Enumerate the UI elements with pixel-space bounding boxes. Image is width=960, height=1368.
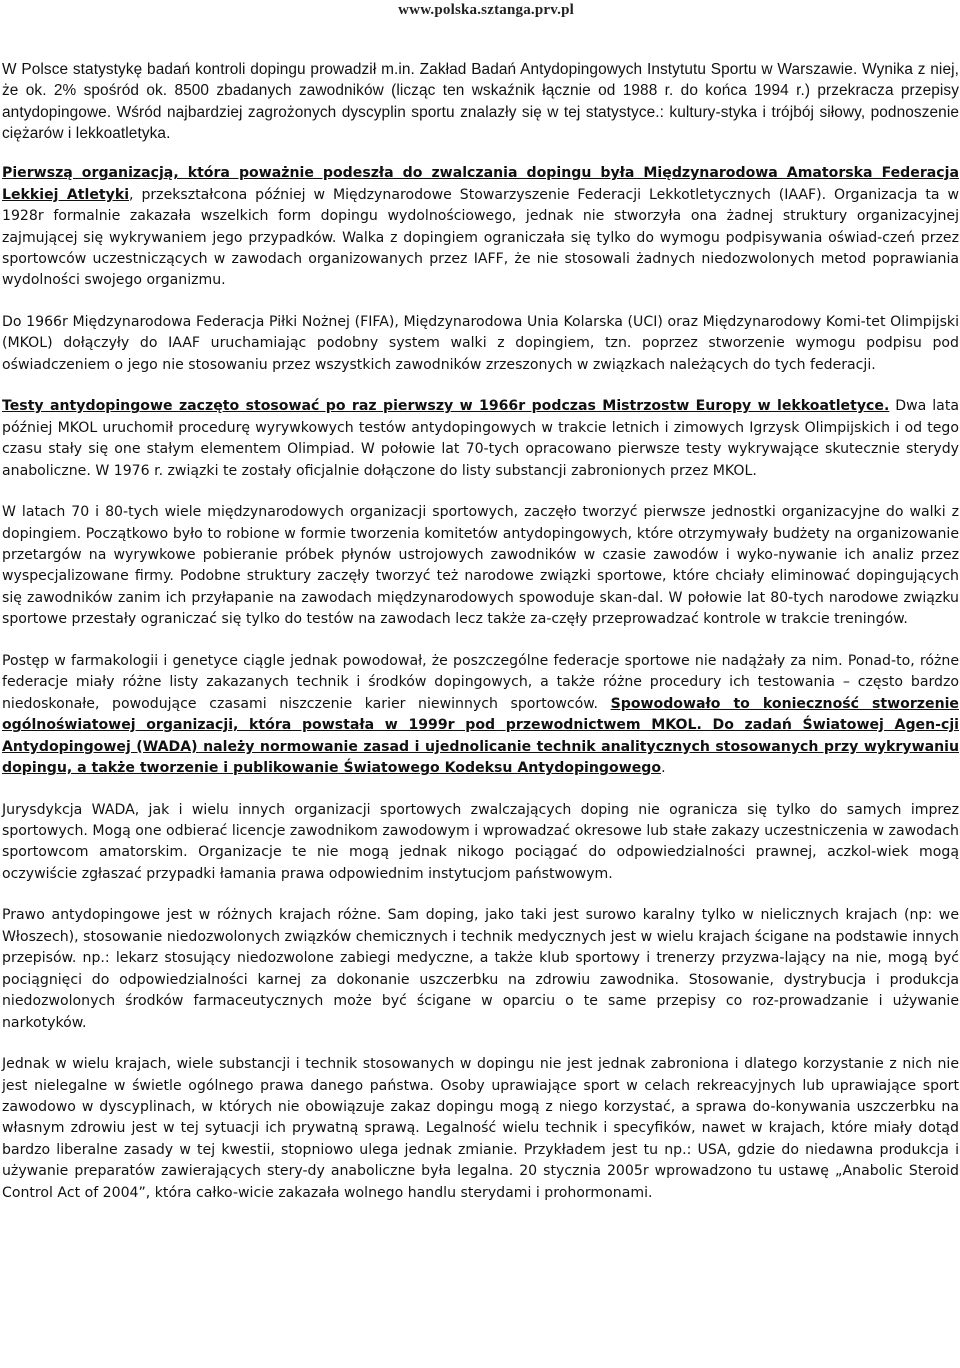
paragraph-text: Jednak w wielu krajach, wiele substancji i technik stosowanych w dopingu nie jest jednak zabroniona i dlatego korzystanie z nich nie jest nielegalne w świetle ogólnego prawa danego państwa. Osoby uprawiające sport w celach rekreacyjnych lub uprawiające sport zawodowo w dyscyplinach, w których nie obowiązuje zakaz dopingu mogą z niego korzystać, a sprawa do-konywania uszczerbku na własnym zdrowiu jest w tej sytuacji ich prywatną sprawą. Legalność wielu technik i specyfików, nawet w krajach, które miały dotąd bardzo liberalne zasady w tej kwestii, stopniowo ulega jednak zmianie. Przykładem jest tu np.: USA, gdzie do niedawna produkcja i używanie preparatów zawierających stery-dy anaboliczne była legalna. 20 stycznia 2005r wprowadzono tu ustawę „Anabolic Steroid Control Act of 2004”, która całko-wicie zakazała wolnego handlu sterydami i prohormonami. [2, 1056, 959, 1201]
paragraph-text: Prawo antydopingowe jest w różnych krajach różne. Sam doping, jako taki jest surowo karalny tylko w nielicznych krajach (np: we Włoszech), stosowanie niedozwolonych związków chemicznych i technik medycznych jest w wielu krajach ścigane na podstawie innych przepisów. np.: lekarz stosujący niedozwolone zabiegi medyczne, a także klub sportowy i trenerzy przyzwa-lający na nie, mogą być pociągnięci do odpowiedzialności karnej za dokonanie uszczerbku na zdrowiu zawodnika. Stosowanie, dystrybucja i produkcja niedozwolonych środków farmaceutycznych może być ścigane w oparciu o te same przepisy co roz-prowadzanie i używanie narkotyków. [2, 907, 959, 1031]
emphasis-text: Spowodowało to konieczność stworzenie ogólnoświatowej organizacji, która powstała w 1999r pod przewodnictwem MKOL. Do zadań Światowej Agen-cji Antydopingowej (WADA) należy normowanie zasad i ujednolicanie technik analitycznych stosowanych przy wykrywaniu dopingu, a także tworzenie i publikowanie Światowego Kodeksu Antydopingowego [2, 695, 959, 777]
paragraph-text: . [661, 760, 666, 777]
paragraph-iaaf-history [2, 163, 959, 292]
paragraph-text: Postęp w farmakologii i genetyce ciągle jednak powodował, że poszczególne federacje sportowe nie nadążały za nim. Ponad-to, różne federacje miały różne listy zakazanych technik i środków dopingowych, a także różne procedury ich testowania – często bardzo niedoskonałe, powodujące czasami niszczenie karier niewinnych sportowców. [2, 652, 959, 712]
paragraph-text: Jurysdykcja WADA, jak i wielu innych organizacji sportowych zwalczających doping nie ogranicza się tylko do samych imprez sportowych. Mogą one odbierać licencje zawodnikom zawodowym i wprowadzać okresowe lub stałe zakazy uczestniczenia w zawodach sportowcom amatorskim. Organizacje te nie mogą jednak nikogo pociągać do odpowiedzialności prawnej, aczkol-wiek mogą oczywiście zgłaszać przypadki łamania prawa odpowiednim instytucjom państwowym. [2, 801, 959, 882]
paragraph-fifa-uci-mkol [2, 312, 959, 376]
paragraph-text: W latach 70 i 80-tych wiele międzynarodowych organizacji sportowych, zaczęło tworzyć pierwsze jednostki organizacyjne do walki z dopingiem. Początkowo było to robione w formie tworzenia komitetów antydopingowych, które otrzymywały budżety na organizowanie przetargów na wyrywkowe pobieranie próbek płynów ustrojowych zawodników w czasie zawodów i wyko-nywanie ich analiz przez wyspecjalizowane firmy. Podobne struktury zaczęły tworzyć też narodowe związki sportowe, które chciały eliminować dopingujących się zawodników zanim ich przyłapanie na zawodach międzynarodowych spowoduje skan-dal. W połowie lat 80-tych narodowe związku sportowe przestały ograniczać się tylko do testów na zawodach lecz także za-częły przeprowadzać kontrole w trakcie treningów. [2, 504, 959, 628]
site-url-header: www.polska.sztanga.prv.pl [398, 2, 574, 18]
paragraph-antidoping-law [2, 905, 959, 1034]
paragraph-text: Do 1966r Międzynarodowa Federacja Piłki Nożnej (FIFA), Międzynarodowa Unia Kolarska (UCI) oraz Międzynarodowy Komi-tet Olimpijski (MKOL) dołączyły do IAAF uruchamiając podobny system walki z dopingiem, tzn. poprzez stworzenie wymogu podpisu pod oświadczeniem o jego nie stosowaniu przez wszystkich zawodników zrzeszonych w związkach należących do tych federacji. [2, 313, 959, 373]
paragraph-first-tests [2, 396, 959, 482]
emphasis-text: Testy antydopingowe zaczęto stosować po raz pierwszy w 1966r podczas Mistrzostw Europy w lekkoatletyce. [2, 398, 890, 415]
paragraph-70s-80s-organizations [2, 502, 959, 631]
emphasis-text: Pierwszą organizacją, która poważnie podeszła do zwalczania dopingu była Międzynarodowa Amatorska Federacja Lekkiej Atletyki [2, 165, 959, 203]
paragraph-text: W Polsce statystykę badań kontroli dopingu prowadził m.in. Zakład Badań Antydopingowych Instytutu Sportu w Warszawie. Wynika z niej, że ok. 2% spośród ok. 8500 zbadanych zawodników (licząc ten wskaźnik łącznie od 1988 r. do końca 1994 r.) przekracza przepisy antydopingowe. Wśród najbardziej zagrożonych dyscyplin sportu znalazły się w tej statystyce.: kultury-styka i trójbój siłowy, podnoszenie ciężarów i lekkoatletyka. [2, 61, 959, 142]
paragraph-text: Dwa lata później MKOL uruchomił procedurę wyrywkowych testów antydopingowych w trakcie letnich i zimowych Igrzysk Olimpijskich i od tego czasu stały się one stałym elementem Olimpiad. W połowie lat 70-tych opracowano pierwsze testy wykrywające skutecznie sterydy anaboliczne. W 1976 r. związki te zostały oficjalnie dołączone do listy substancji zabronionych przez MKOL. [2, 398, 959, 479]
paragraph-wada-founding [2, 651, 959, 780]
paragraph-legality [2, 1054, 959, 1204]
paragraph-wada-jurisdiction [2, 800, 959, 886]
paragraph-doping-statistics-poland [2, 59, 959, 144]
paragraph-text: , przekształcona później w Międzynarodowe Stowarzyszenie Federacji Lekkotletycznych (IAAF). Organizacja ta w 1928r formalnie zakazała wszelkich form dopingu wydolnościowego, jednak nie stworzyła ona żadnej struktury organizacyjnej zajmującej się wykrywaniem jego przypadków. Walka z dopingiem ograniczała się tylko do wymogu podpisywania oświad-czeń przez sportowców uczestniczących w zawodach organizowanych przez IAFF, że nie stosowali żadnych niedozwolonych metod poprawiania wydolności swojego organizmu. [2, 186, 959, 289]
article-body [2, 59, 959, 1204]
